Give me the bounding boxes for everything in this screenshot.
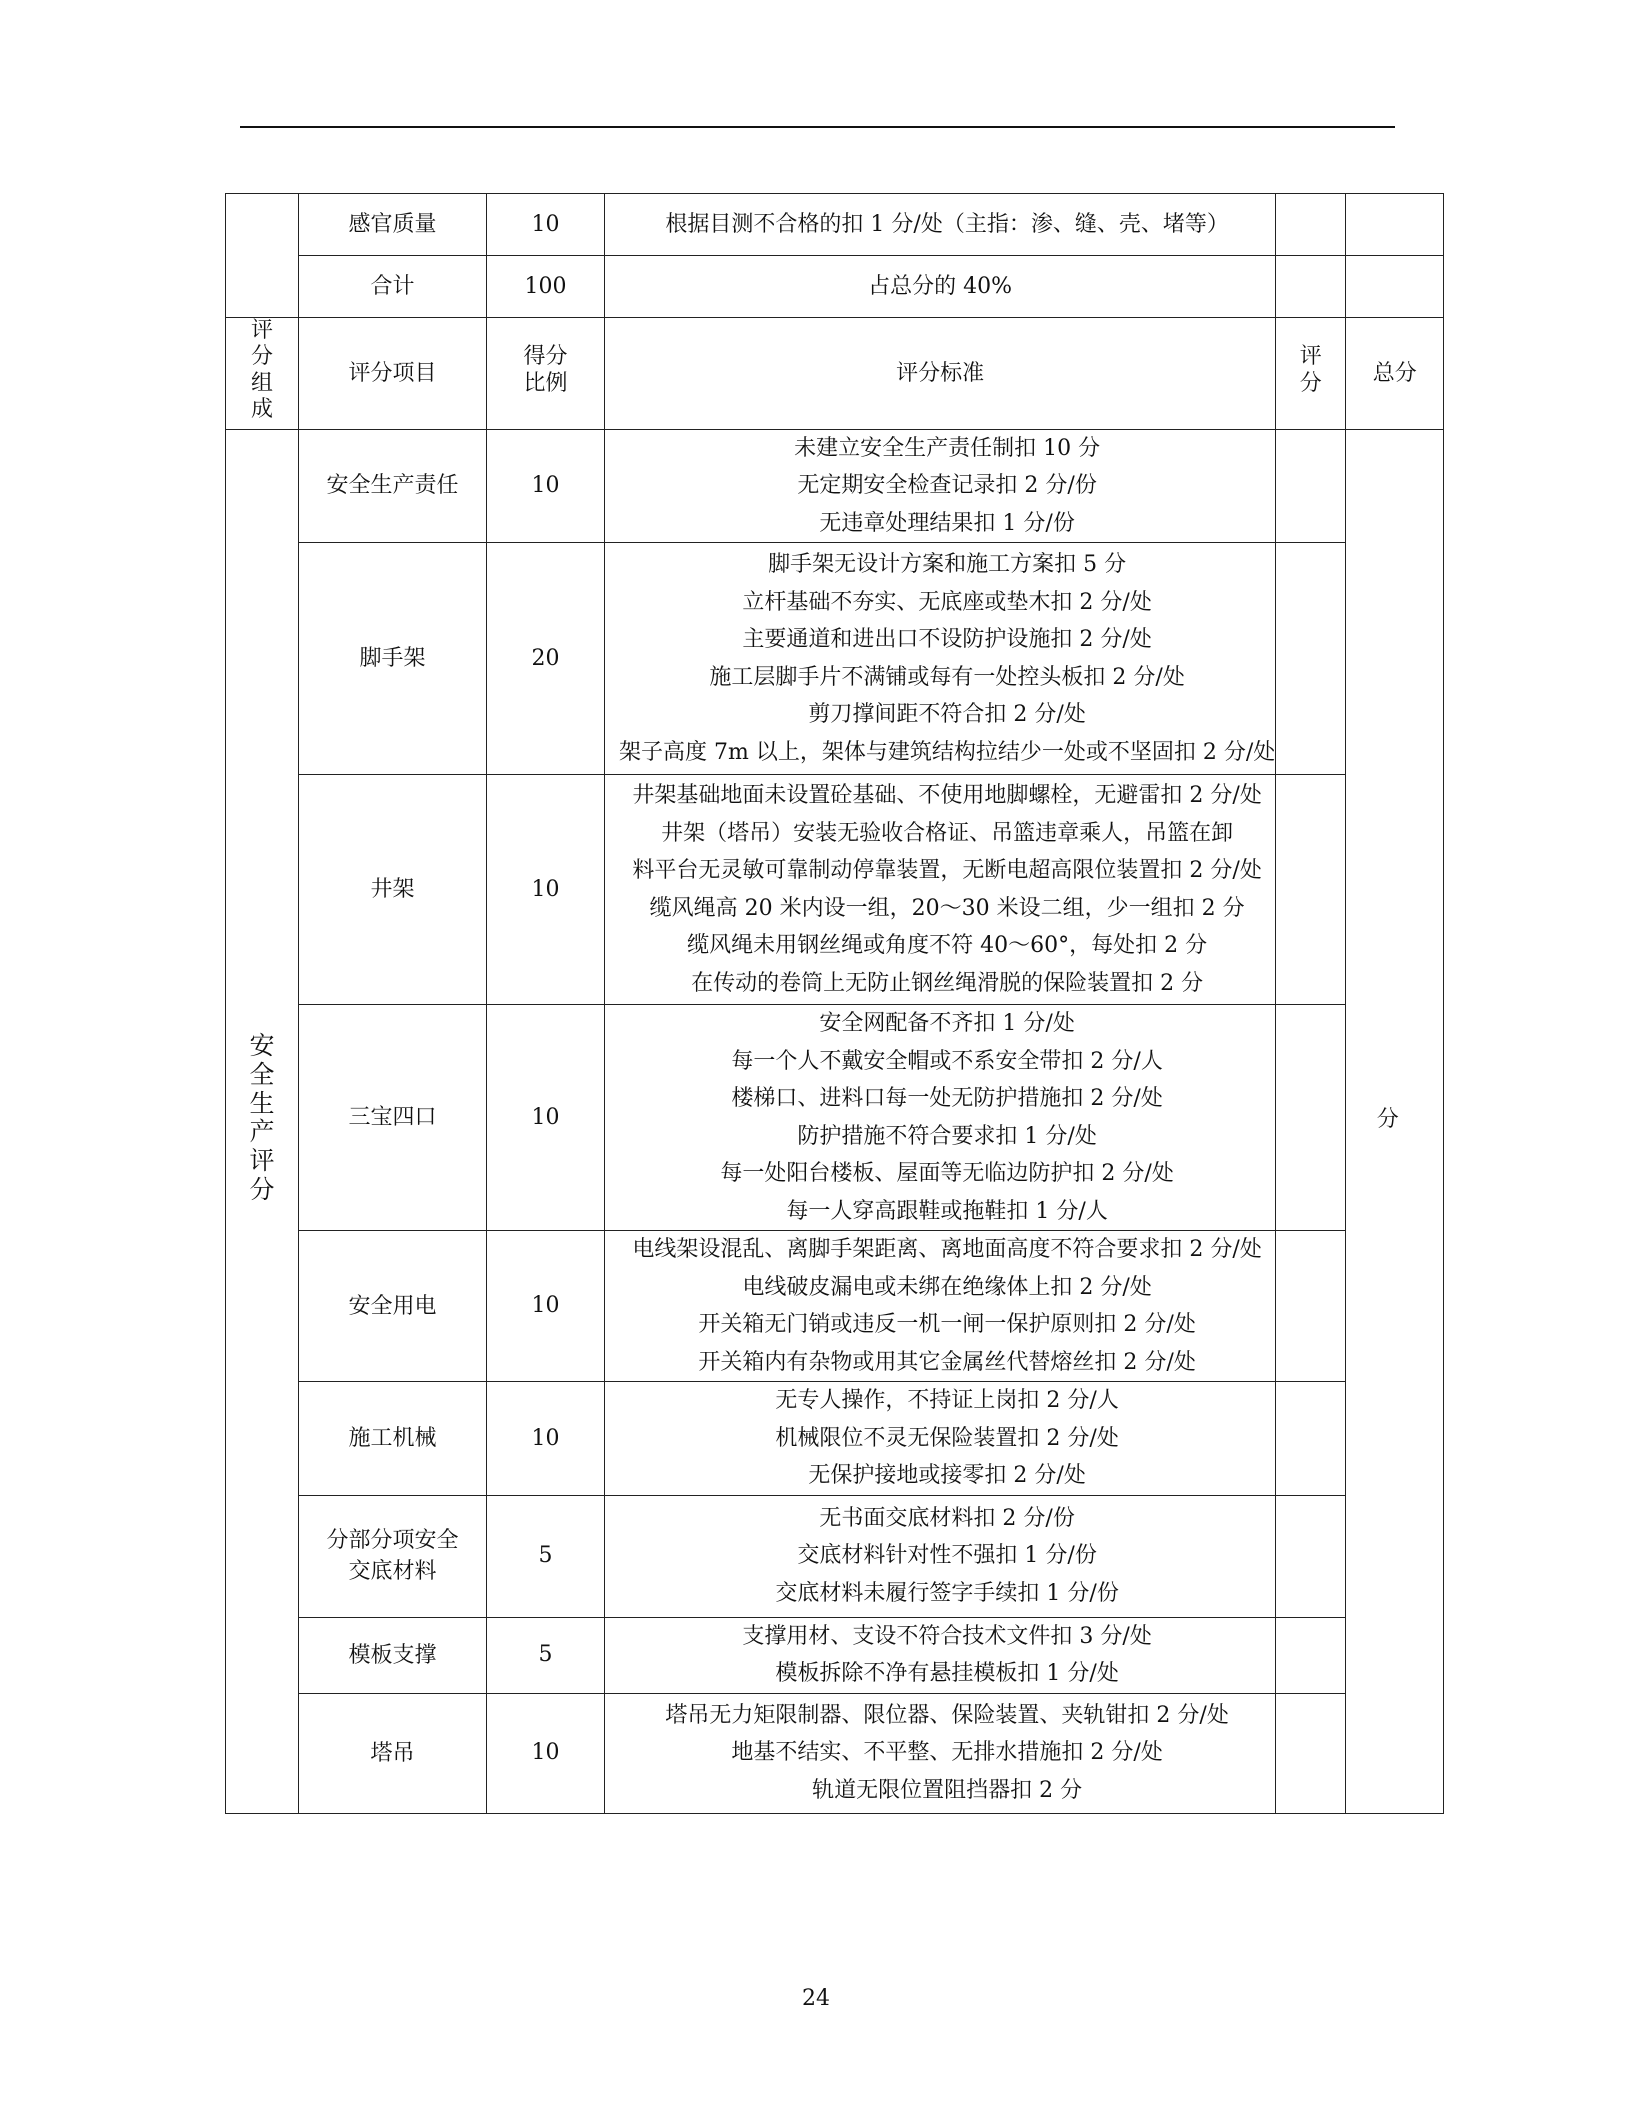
standard-line: 未建立安全生产责任制扣 10 分 xyxy=(794,435,1101,461)
standard-cell xyxy=(605,1382,1276,1496)
standard-line: 机械限位不灵无保险装置扣 2 分/处 xyxy=(775,1425,1119,1451)
header-ratio: 得分比例 xyxy=(487,318,605,430)
table-row xyxy=(226,256,1444,318)
header-score: 评分 xyxy=(1276,318,1346,430)
table-row xyxy=(226,1617,1444,1693)
standard-line: 无书面交底材料扣 2 分/份 xyxy=(819,1505,1075,1531)
standard-line: 每一个人不戴安全帽或不系安全带扣 2 分/人 xyxy=(731,1048,1163,1074)
standard-line: 井架（塔吊）安装无验收合格证、吊篮违章乘人，吊篮在卸 xyxy=(661,820,1234,846)
score-cell xyxy=(1276,256,1346,318)
ratio-cell: 5 xyxy=(487,1495,605,1617)
table-row xyxy=(226,1382,1444,1496)
item-name-cell: 模板支撑 xyxy=(299,1617,487,1693)
page-number: 24 xyxy=(802,1986,830,2011)
table-row xyxy=(226,194,1444,256)
standard-line: 缆风绳高 20 米内设一组，20～30 米设二组，少一组扣 2 分 xyxy=(649,895,1245,921)
standard-cell xyxy=(605,429,1276,543)
standard-line: 防护措施不符合要求扣 1 分/处 xyxy=(797,1123,1097,1149)
score-cell xyxy=(1276,429,1346,543)
section-name-cell: 安全生产评分 xyxy=(226,429,299,1813)
item-name-cell: 井架 xyxy=(299,775,487,1005)
standard-line: 每一人穿高跟鞋或拖鞋扣 1 分/人 xyxy=(786,1198,1108,1224)
total-cell xyxy=(1346,256,1444,318)
item-name-cell: 三宝四口 xyxy=(299,1005,487,1231)
standard-line: 交底材料针对性不强扣 1 分/份 xyxy=(797,1543,1097,1569)
total-unit: 分 xyxy=(1376,1107,1399,1133)
table-row xyxy=(226,1693,1444,1813)
score-cell xyxy=(1276,1617,1346,1693)
score-cell xyxy=(1276,543,1346,775)
standard-line: 安全网配备不齐扣 1 分/处 xyxy=(819,1011,1075,1037)
standard-line: 立杆基础不夯实、无底座或垫木扣 2 分/处 xyxy=(742,589,1152,615)
standard-line: 无保护接地或接零扣 2 分/处 xyxy=(808,1463,1086,1489)
table-row xyxy=(226,1005,1444,1231)
item-name-cell: 施工机械 xyxy=(299,1382,487,1496)
header-rule xyxy=(240,126,1395,128)
item-cell: 合计 xyxy=(299,256,487,318)
ratio-cell: 100 xyxy=(487,256,605,318)
standard-line: 在传动的卷筒上无防止钢丝绳滑脱的保险装置扣 2 分 xyxy=(691,970,1204,996)
ratio-cell: 10 xyxy=(487,1231,605,1382)
standard-cell xyxy=(605,543,1276,775)
standard-cell xyxy=(605,1617,1276,1693)
header-standard: 评分标准 xyxy=(605,318,1276,430)
item-name-cell: 分部分项安全交底材料 xyxy=(299,1495,487,1617)
table-row xyxy=(226,1231,1444,1382)
standard-line: 主要通道和进出口不设防护设施扣 2 分/处 xyxy=(742,627,1152,653)
header-row xyxy=(226,318,1444,430)
standard-line: 支撑用材、支设不符合技术文件扣 3 分/处 xyxy=(742,1623,1152,1649)
standard-line: 开关箱无门销或违反一机一闸一保护原则扣 2 分/处 xyxy=(698,1312,1196,1338)
standard-line: 缆风绳未用钢丝绳或角度不符 40～60°，每处扣 2 分 xyxy=(687,933,1208,959)
score-cell xyxy=(1276,1693,1346,1813)
group-cell-empty xyxy=(226,194,299,318)
standard-cell: 根据目测不合格的扣 1 分/处（主指：渗、缝、壳、堵等） xyxy=(605,194,1276,256)
header-total: 总分 xyxy=(1346,318,1444,430)
scoring-table xyxy=(225,193,1444,1814)
standard-line: 电线架设混乱、离脚手架距离、离地面高度不符合要求扣 2 分/处 xyxy=(632,1237,1262,1263)
item-cell: 感官质量 xyxy=(299,194,487,256)
standard-cell: 占总分的 40% xyxy=(605,256,1276,318)
standard-line: 脚手架无设计方案和施工方案扣 5 分 xyxy=(768,552,1127,578)
standard-line: 无违章处理结果扣 1 分/份 xyxy=(819,510,1075,536)
standard-line: 电线破皮漏电或未绑在绝缘体上扣 2 分/处 xyxy=(742,1274,1152,1300)
standard-line: 无专人操作，不持证上岗扣 2 分/人 xyxy=(775,1388,1119,1414)
standard-line: 模板拆除不净有悬挂模板扣 1 分/处 xyxy=(775,1661,1119,1687)
ratio-cell: 20 xyxy=(487,543,605,775)
ratio-cell: 10 xyxy=(487,1382,605,1496)
standard-cell xyxy=(605,775,1276,1005)
score-cell xyxy=(1276,1231,1346,1382)
item-name-cell: 脚手架 xyxy=(299,543,487,775)
score-cell xyxy=(1276,1495,1346,1617)
standard-line: 井架基础地面未设置砼基础、不使用地脚螺栓，无避雷扣 2 分/处 xyxy=(632,783,1262,809)
table-row xyxy=(226,543,1444,775)
standard-line: 塔吊无力矩限制器、限位器、保险装置、夹轨钳扣 2 分/处 xyxy=(665,1702,1229,1728)
score-cell xyxy=(1276,775,1346,1005)
ratio-cell: 10 xyxy=(487,1693,605,1813)
ratio-cell: 5 xyxy=(487,1617,605,1693)
total-cell xyxy=(1346,194,1444,256)
table-row xyxy=(226,775,1444,1005)
ratio-cell: 10 xyxy=(487,1005,605,1231)
standard-cell xyxy=(605,1005,1276,1231)
standard-line: 地基不结实、不平整、无排水措施扣 2 分/处 xyxy=(731,1740,1163,1766)
standard-cell xyxy=(605,1231,1276,1382)
standard-line: 轨道无限位置阻挡器扣 2 分 xyxy=(812,1777,1083,1803)
standard-line: 无定期安全检查记录扣 2 分/份 xyxy=(797,473,1097,499)
standard-line: 交底材料未履行签字手续扣 1 分/份 xyxy=(775,1580,1119,1606)
standard-line: 施工层脚手片不满铺或每有一处控头板扣 2 分/处 xyxy=(709,664,1185,690)
item-name-cell: 安全用电 xyxy=(299,1231,487,1382)
table-row xyxy=(226,1495,1444,1617)
score-cell xyxy=(1276,1005,1346,1231)
ratio-cell: 10 xyxy=(487,429,605,543)
standard-line: 楼梯口、进料口每一处无防护措施扣 2 分/处 xyxy=(731,1086,1163,1112)
item-name-cell: 塔吊 xyxy=(299,1693,487,1813)
item-name-cell: 安全生产责任 xyxy=(299,429,487,543)
score-cell xyxy=(1276,194,1346,256)
standard-line: 剪刀撑间距不符合扣 2 分/处 xyxy=(808,702,1086,728)
ratio-cell: 10 xyxy=(487,194,605,256)
score-cell xyxy=(1276,1382,1346,1496)
standard-cell xyxy=(605,1495,1276,1617)
header-item: 评分项目 xyxy=(299,318,487,430)
standard-line: 架子高度 7m 以上，架体与建筑结构拉结少一处或不坚固扣 2 分/处 xyxy=(619,739,1276,765)
ratio-cell: 10 xyxy=(487,775,605,1005)
table-row xyxy=(226,429,1444,543)
standard-line: 料平台无灵敏可靠制动停靠装置，无断电超高限位装置扣 2 分/处 xyxy=(632,858,1262,884)
section-total-cell xyxy=(1346,429,1444,1813)
standard-line: 开关箱内有杂物或用其它金属丝代替熔丝扣 2 分/处 xyxy=(698,1349,1196,1375)
header-group: 评分组成 xyxy=(226,318,299,430)
standard-cell xyxy=(605,1693,1276,1813)
standard-line: 每一处阳台楼板、屋面等无临边防护扣 2 分/处 xyxy=(720,1161,1174,1187)
